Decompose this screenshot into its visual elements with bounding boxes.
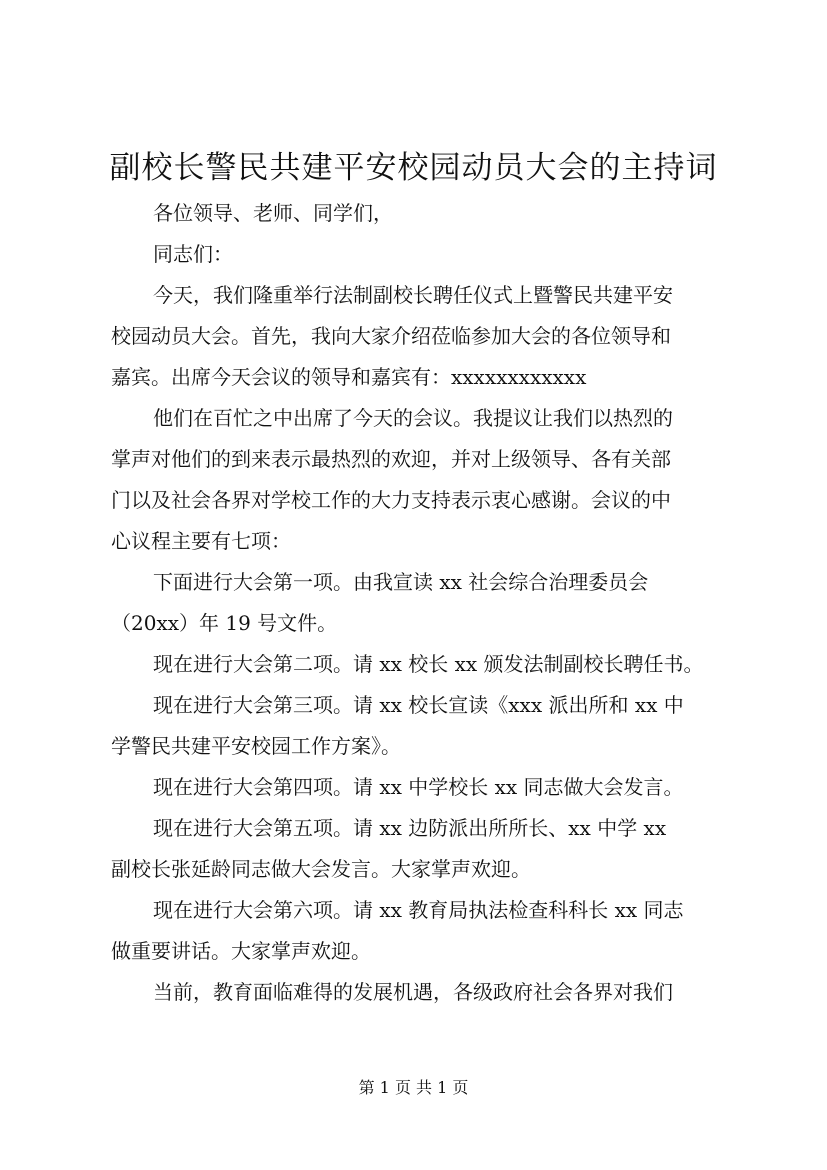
text-line: （20xx）年 19 号文件。 bbox=[111, 611, 338, 635]
page-footer: 第 1 页 共 1 页 bbox=[358, 1078, 469, 1097]
text-line: 现在进行大会第五项。请 xx 边防派出所所长、xx 中学 xx bbox=[153, 816, 667, 840]
text-line: 做重要讲话。大家掌声欢迎。 bbox=[111, 939, 371, 963]
text-line: 他们在百忙之中出席了今天的会议。我提议让我们以热烈的 bbox=[153, 406, 673, 430]
text-line: 下面进行大会第一项。由我宣读 xx 社会综合治理委员会 bbox=[153, 570, 649, 594]
text-line: 掌声对他们的到来表示最热烈的欢迎，并对上级领导、各有关部 bbox=[111, 447, 671, 471]
text-line: 校园动员大会。首先，我向大家介绍莅临参加大会的各位领导和 bbox=[111, 324, 671, 348]
text-line: 嘉宾。出席今天会议的领导和嘉宾有：xxxxxxxxxxxx bbox=[111, 365, 587, 389]
text-line: 学警民共建平安校园工作方案》。 bbox=[111, 734, 401, 758]
text-line: 当前，教育面临难得的发展机遇，各级政府社会各界对我们 bbox=[153, 980, 673, 1004]
text-line: 同志们： bbox=[153, 242, 233, 266]
document-title: 副校长警民共建平安校园动员大会的主持词 bbox=[109, 150, 718, 186]
text-line: 现在进行大会第四项。请 xx 中学校长 xx 同志做大会发言。 bbox=[153, 775, 684, 799]
text-line: 各位领导、老师、同学们， bbox=[153, 201, 393, 225]
text-line: 现在进行大会第六项。请 xx 教育局执法检查科科长 xx 同志 bbox=[153, 898, 684, 922]
text-line: 心议程主要有七项： bbox=[111, 529, 291, 553]
text-line: 今天，我们隆重举行法制副校长聘任仪式上暨警民共建平安 bbox=[153, 283, 673, 307]
document-body bbox=[111, 193, 725, 1013]
text-line: 门以及社会各界对学校工作的大力支持表示衷心感谢。会议的中 bbox=[111, 488, 671, 512]
text-line: 副校长张延龄同志做大会发言。大家掌声欢迎。 bbox=[111, 857, 531, 881]
text-line: 现在进行大会第三项。请 xx 校长宣读《xxx 派出所和 xx 中 bbox=[153, 693, 684, 717]
text-line: 现在进行大会第二项。请 xx 校长 xx 颁发法制副校长聘任书。 bbox=[153, 652, 704, 676]
